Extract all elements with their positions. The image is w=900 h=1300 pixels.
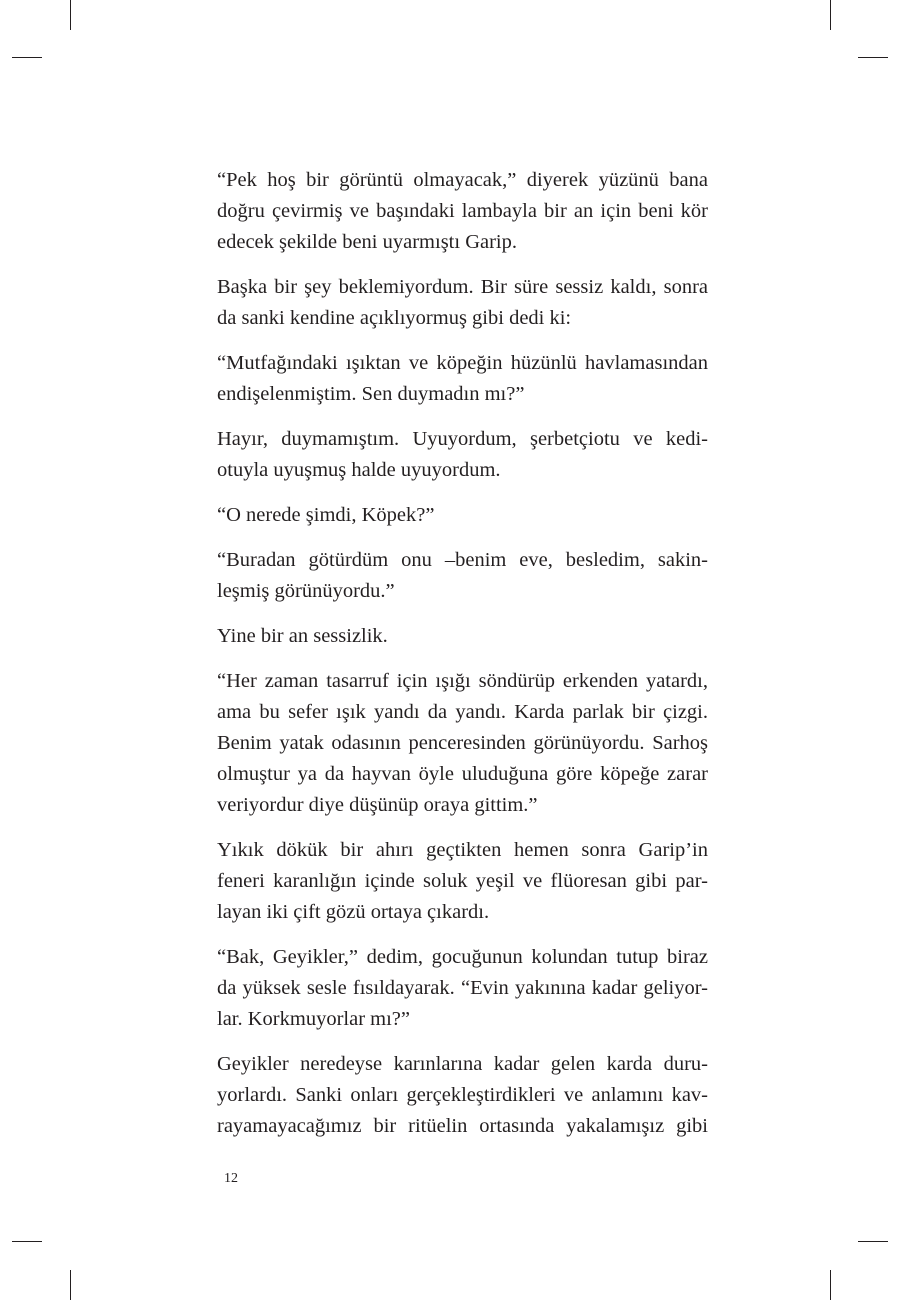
paragraph xyxy=(217,835,708,928)
crop-mark-bottom-left-vertical xyxy=(70,1270,71,1300)
paragraph xyxy=(217,666,708,821)
paragraph xyxy=(217,545,708,607)
text-line: olmuştur ya da hayvan öyle uluduğuna göre köpeğe zarar xyxy=(217,763,708,785)
page-number: 12 xyxy=(224,1171,238,1186)
crop-mark-top-left-vertical xyxy=(70,0,71,30)
crop-mark-bottom-left-horizontal xyxy=(12,1241,42,1242)
text-line: “Her zaman tasarruf için ışığı söndürüp erkenden yatardı, xyxy=(217,670,708,692)
text-line: edecek şekilde beni uyarmıştı Garip. xyxy=(217,231,517,253)
text-line: “Mutfağındaki ışıktan ve köpeğin hüzünlü havlamasından xyxy=(217,352,708,374)
text-line: Başka bir şey beklemiyordum. Bir süre sessiz kaldı, sonra xyxy=(217,276,708,298)
text-line: da sanki kendine açıklıyormuş gibi dedi ki: xyxy=(217,307,572,329)
text-line: Benim yatak odasının penceresinden görünüyordu. Sarhoş xyxy=(217,732,708,754)
text-line: da yüksek sesle fısıldayarak. “Evin yakınına kadar geliyor- xyxy=(217,977,708,999)
body-text xyxy=(217,165,708,1156)
text-line: Geyikler neredeyse karınlarına kadar gelen karda duru- xyxy=(217,1053,708,1075)
text-line: “Buradan götürdüm onu –benim eve, besledim, sakin- xyxy=(217,549,708,571)
text-line: Hayır, duymamıştım. Uyuyordum, şerbetçiotu ve kedi- xyxy=(217,428,708,450)
paragraph xyxy=(217,1049,708,1142)
text-line: otuyla uyuşmuş halde uyuyordum. xyxy=(217,459,501,481)
text-line: veriyordur diye düşünüp oraya gittim.” xyxy=(217,794,538,816)
crop-mark-top-left-horizontal xyxy=(12,57,42,58)
paragraph xyxy=(217,942,708,1035)
text-line: Yıkık dökük bir ahırı geçtikten hemen sonra Garip’in xyxy=(217,839,708,861)
text-line: “Bak, Geyikler,” dedim, gocuğunun kolundan tutup biraz xyxy=(217,946,708,968)
paragraph xyxy=(217,272,708,334)
text-line: “Pek hoş bir görüntü olmayacak,” diyerek yüzünü bana xyxy=(217,169,708,191)
paragraph xyxy=(217,500,708,531)
crop-mark-top-right-horizontal xyxy=(858,57,888,58)
text-line: yorlardı. Sanki onları gerçekleştirdikleri ve anlamını kav- xyxy=(217,1084,708,1106)
text-line: layan iki çift gözü ortaya çıkardı. xyxy=(217,901,490,923)
crop-mark-top-right-vertical xyxy=(830,0,831,30)
text-line: “O nerede şimdi, Köpek?” xyxy=(217,504,435,526)
text-line: leşmiş görünüyordu.” xyxy=(217,580,395,602)
crop-mark-bottom-right-vertical xyxy=(830,1270,831,1300)
text-line: doğru çevirmiş ve başındaki lambayla bir an için beni kör xyxy=(217,200,708,222)
paragraph xyxy=(217,348,708,410)
crop-mark-bottom-right-horizontal xyxy=(858,1241,888,1242)
text-line: endişelenmiştim. Sen duymadın mı?” xyxy=(217,383,525,405)
text-line: lar. Korkmuyorlar mı?” xyxy=(217,1008,410,1030)
paragraph xyxy=(217,165,708,258)
text-line: ama bu sefer ışık yandı da yandı. Karda parlak bir çizgi. xyxy=(217,701,708,723)
text-line: Yine bir an sessizlik. xyxy=(217,625,388,647)
text-line: feneri karanlığın içinde soluk yeşil ve flüoresan gibi par- xyxy=(217,870,708,892)
paragraph xyxy=(217,621,708,652)
paragraph xyxy=(217,424,708,486)
text-line: rayamayacağımız bir ritüelin ortasında yakalamışız gibi xyxy=(217,1115,708,1137)
